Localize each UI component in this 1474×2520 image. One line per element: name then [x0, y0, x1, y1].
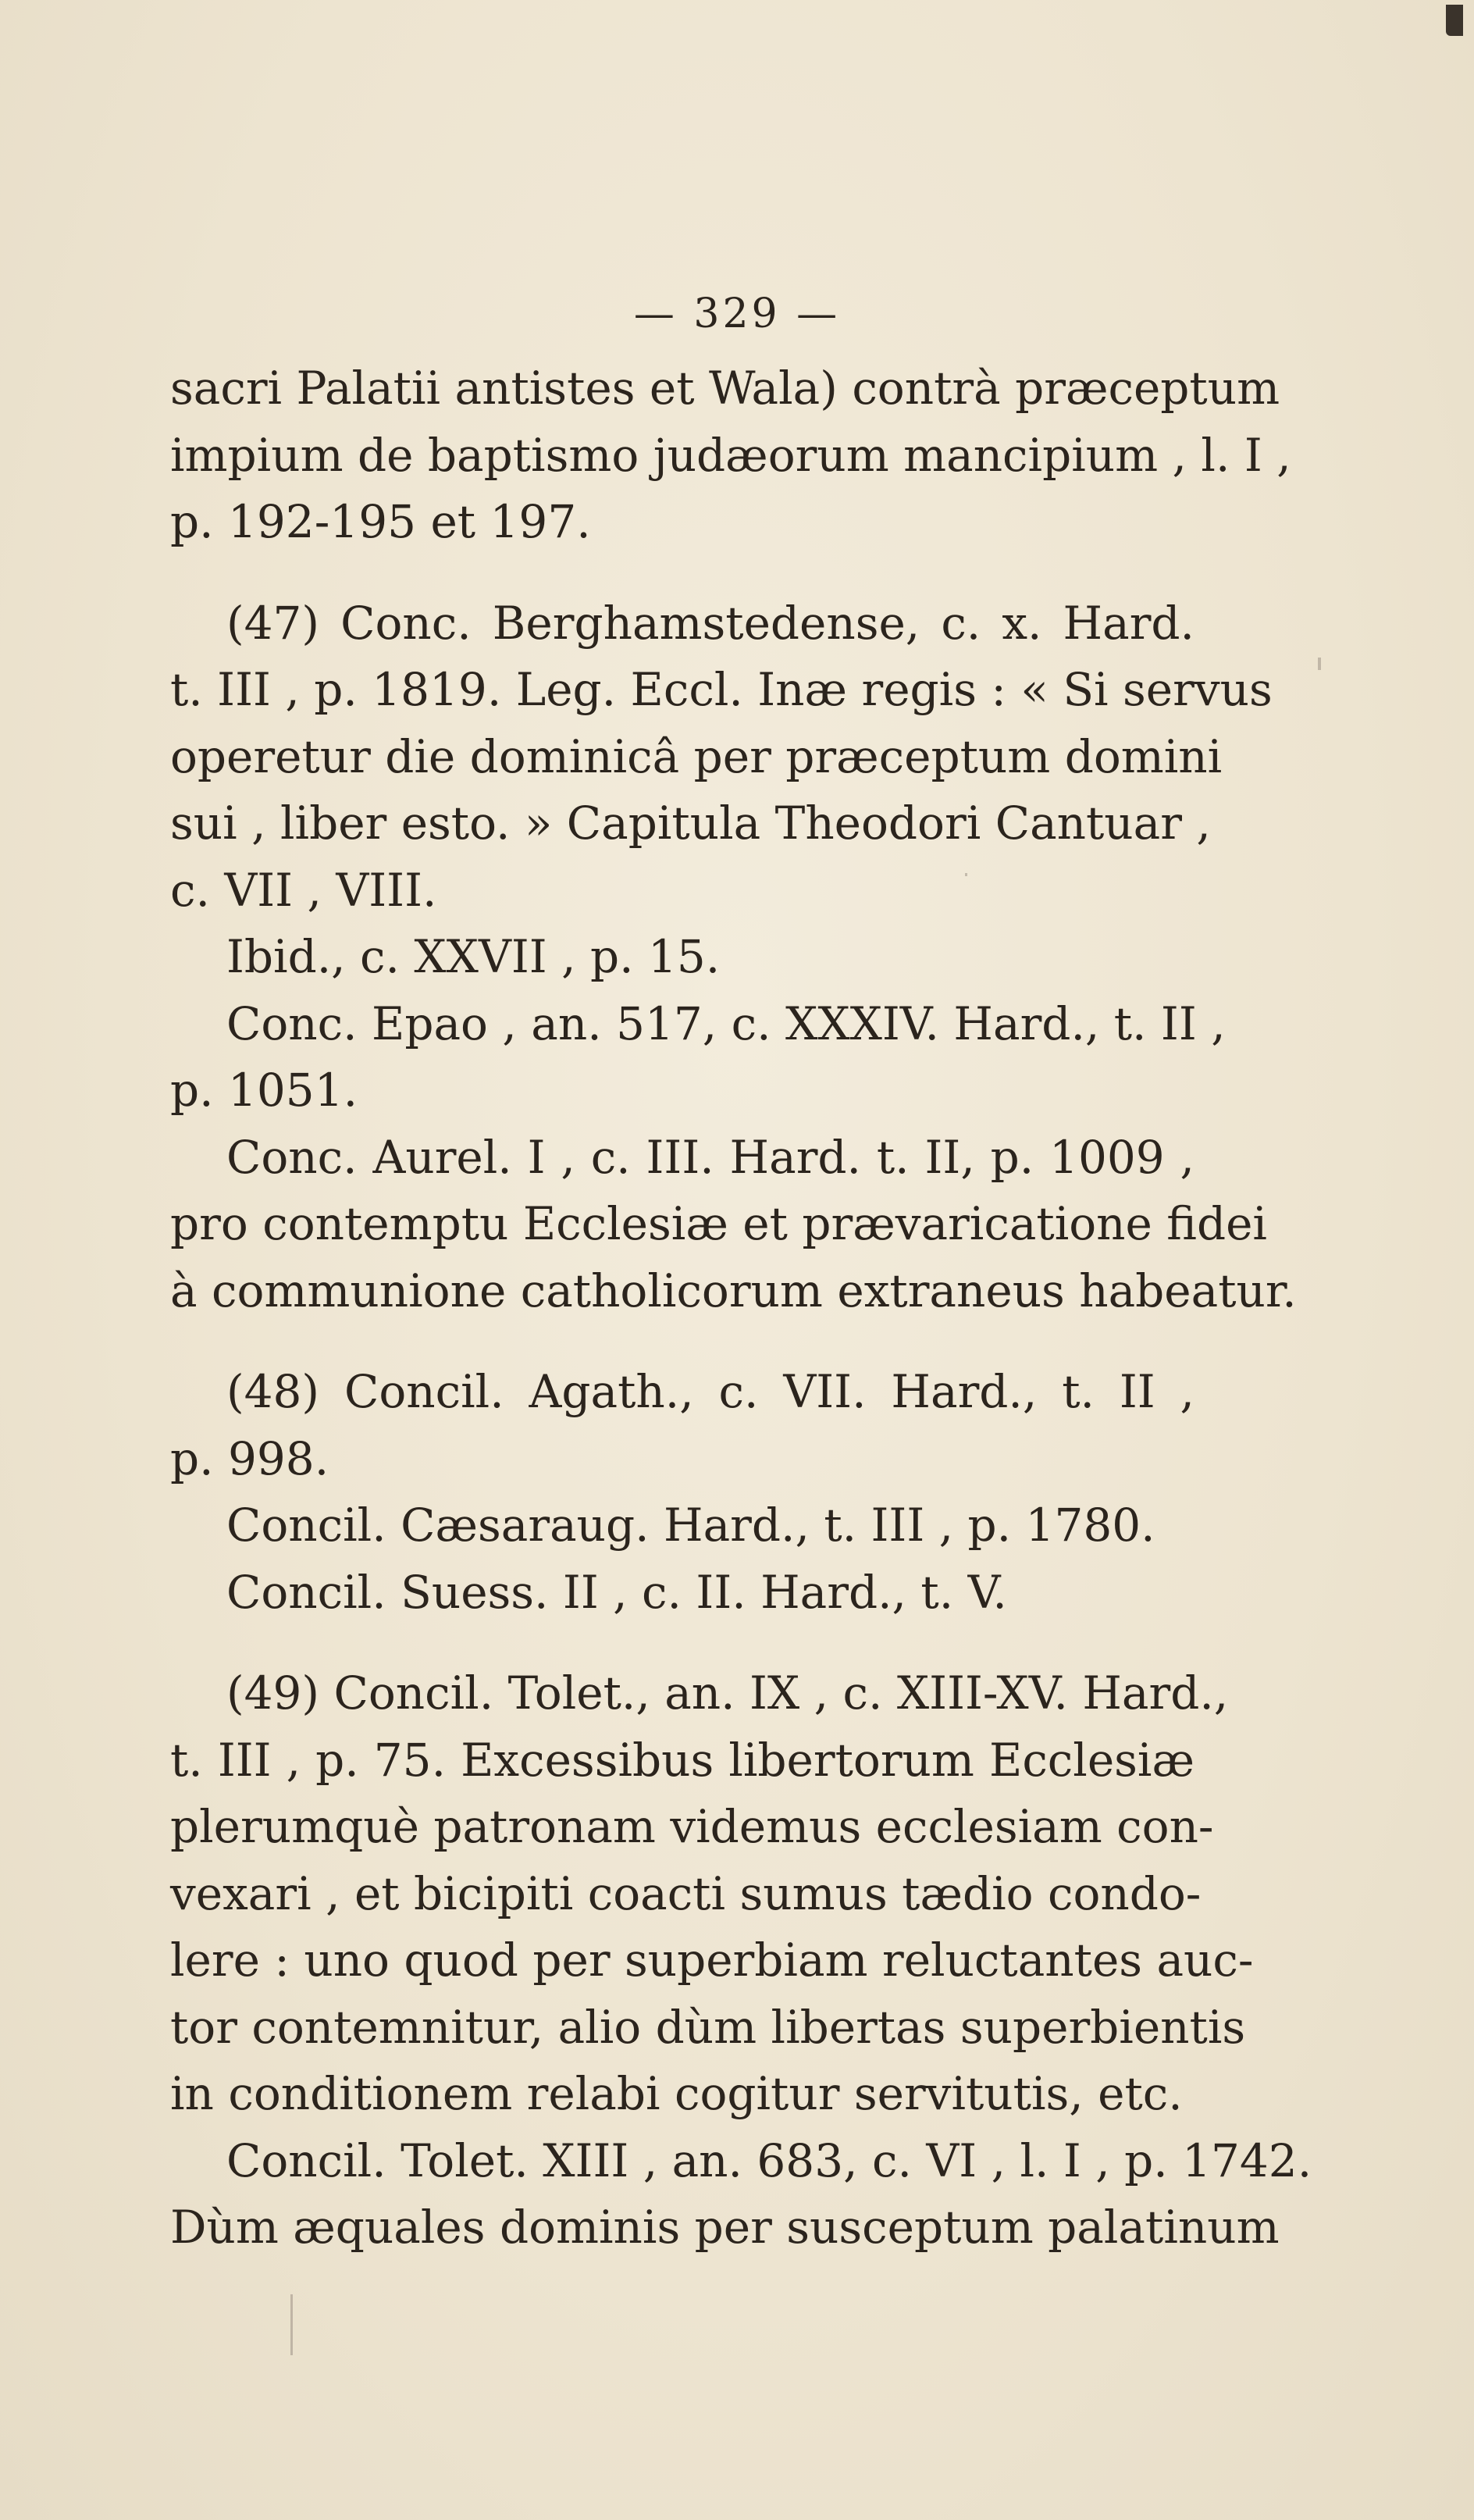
paragraph-n49	[170, 1660, 1312, 2262]
text-line: sacri Palatii antistes et Wala) contrà præceptum	[170, 362, 1280, 415]
text-line: p. 192-195 et 197.	[170, 495, 591, 548]
text-line: (47) Conc. Berghamstedense, c. x. Hard.	[226, 596, 1195, 650]
text-line: à communione catholicorum extraneus habeatur.	[170, 1264, 1297, 1317]
text-line: pro contemptu Ecclesiæ et prævaricatione fidei	[170, 1197, 1267, 1250]
page-number: — 329 —	[633, 290, 841, 337]
text-line: plerumquè patronam videmus ecclesiam con-	[170, 1800, 1214, 1853]
text-line: sui , liber esto. » Capitula Theodori Cantuar ,	[170, 797, 1211, 850]
text-line: operetur die dominicâ per præceptum domini	[170, 729, 1223, 783]
paragraph-n47	[170, 590, 1297, 1325]
text-line: t. III , p. 1819. Leg. Eccl. Inæ regis : « Si servus	[170, 663, 1273, 716]
paragraph-cont	[170, 355, 1291, 556]
text-line: Concil. Suess. II , c. II. Hard., t. V.	[226, 1565, 1007, 1619]
paragraph-gap	[170, 1626, 1195, 1660]
paragraph-n48	[170, 1359, 1195, 1626]
text-line: vexari , et bicipiti coacti sumus tædio condo-	[170, 1866, 1202, 1920]
text-line: (48) Concil. Agath., c. VII. Hard., t. II ,	[226, 1365, 1195, 1418]
text-line: p. 1051.	[170, 1064, 358, 1117]
text-line: Dùm æquales dominis per susceptum palatinum	[170, 2201, 1280, 2254]
text-line: c. VII , VIII.	[170, 863, 437, 917]
paper-speck	[290, 2294, 293, 2355]
text-line: (49) Concil. Tolet., an. IX , c. XIII-XV. Hard.,	[226, 1666, 1229, 1720]
page-corner-mark	[1446, 5, 1463, 36]
body-text	[170, 355, 1312, 2262]
text-line: impium de baptismo judæorum mancipium , l. I ,	[170, 428, 1291, 482]
text-line: t. III , p. 75. Excessibus libertorum Ecclesiæ	[170, 1733, 1195, 1787]
text-line: Ibid., c. XXVII , p. 15.	[226, 930, 721, 983]
paragraph-gap	[170, 1324, 1195, 1359]
text-line: lere : uno quod per superbiam reluctantes auc-	[170, 1934, 1254, 1987]
text-line: Conc. Epao , an. 517, c. XXXIV. Hard., t. II ,	[226, 996, 1226, 1050]
text-line: in conditionem relabi cogitur servitutis, etc.	[170, 2067, 1183, 2120]
text-line: Conc. Aurel. I , c. III. Hard. t. II, p. 1009 ,	[226, 1130, 1195, 1184]
text-line: p. 998.	[170, 1431, 329, 1485]
text-line: Concil. Tolet. XIII , an. 683, c. VI , l. I , p. 1742.	[226, 2133, 1312, 2187]
paper-speck	[1318, 658, 1321, 670]
text-line: tor contemnitur, alio dùm libertas superbientis	[170, 2000, 1246, 2054]
text-line: Concil. Cæsaraug. Hard., t. III , p. 1780.	[226, 1499, 1155, 1552]
paragraph-gap	[170, 556, 1195, 590]
